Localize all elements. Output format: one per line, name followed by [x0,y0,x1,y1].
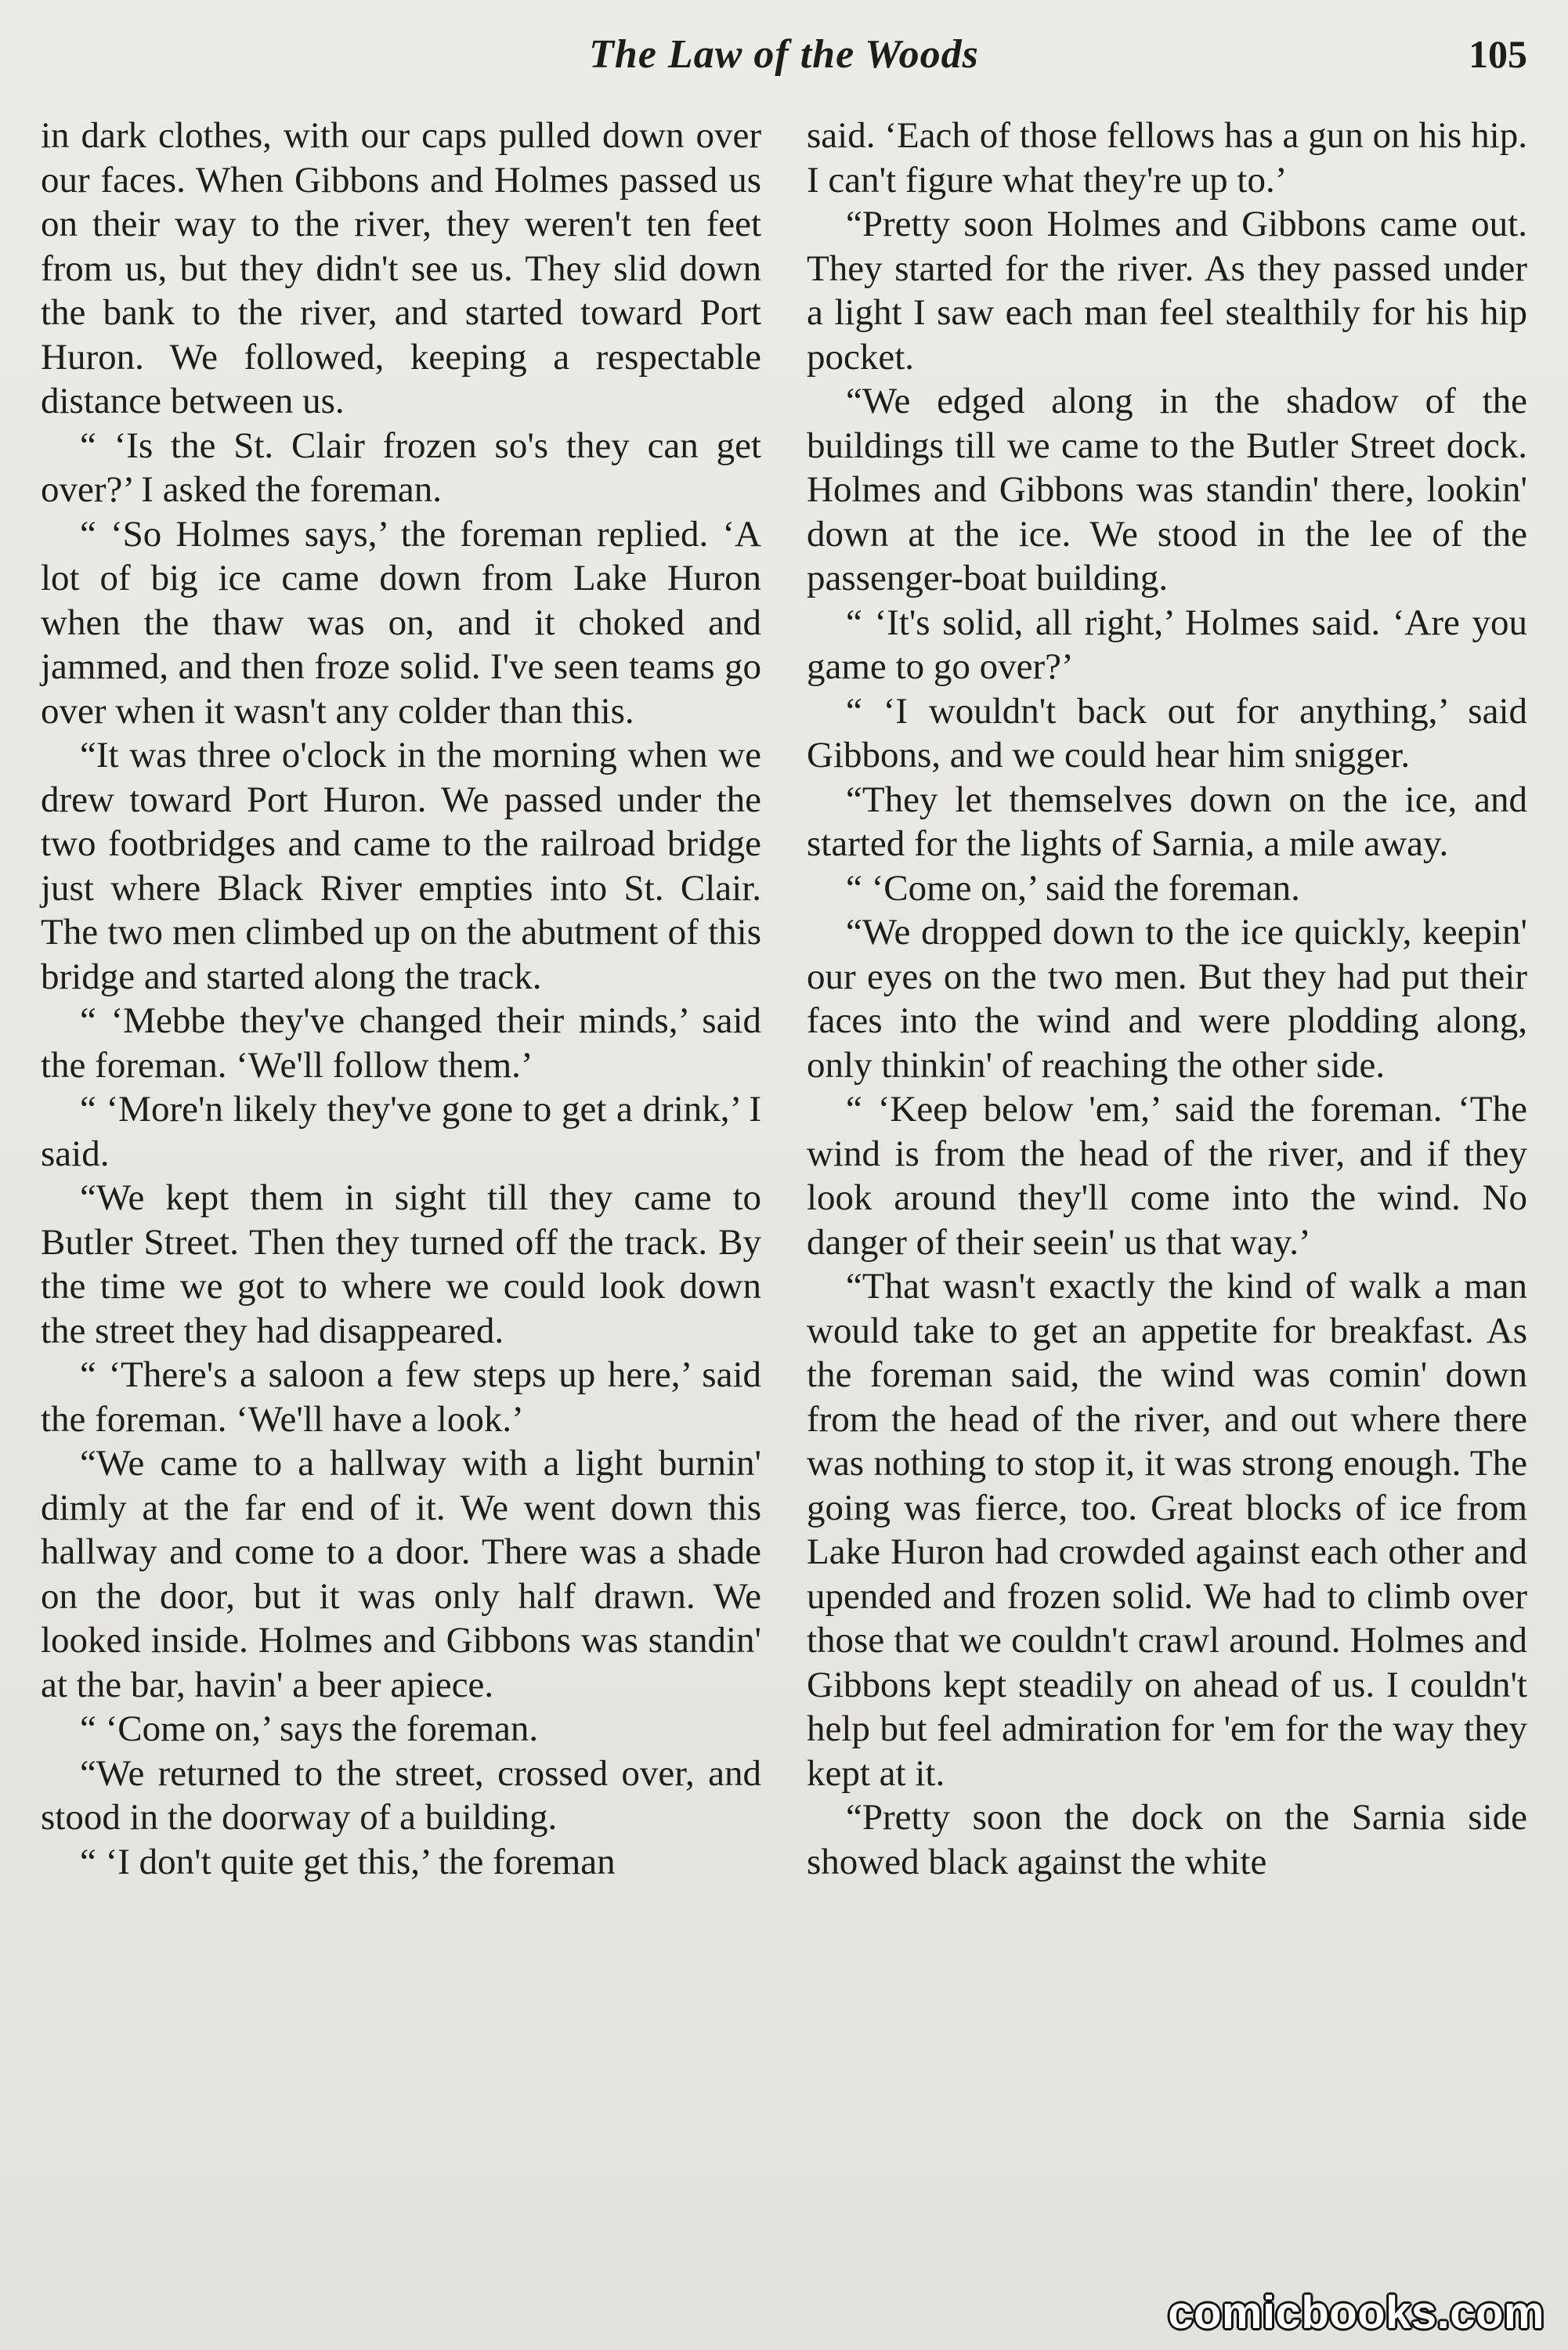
paragraph: “We came to a hallway with a light burnin' dimly at the far end of it. We went down this hallway and come to a door. There was a shade on the door, but it was only half drawn. We looked inside. Holmes and Gibbons was standin' at the bar, havin' a beer apiece. [41,1443,761,1705]
right-column [807,114,1527,2334]
paragraph: in dark clothes, with our caps pulled down over our faces. When Gibbons and Holmes passed us on their way to the river, they weren't ten feet from us, but they didn't see us. They slid down the bank to the river, and started toward Port Huron. We followed, keeping a respectable distance between us. [41,115,761,421]
paragraph: “ ‘Keep below 'em,’ said the foreman. ‘The wind is from the head of the river, and if they look around they'll come into the wind. No danger of their seein' us that way.’ [807,1089,1527,1263]
site-watermark: comicbooks.com [1168,2287,1545,2338]
paragraph: “It was three o'clock in the morning when we drew toward Port Huron. We passed under the two footbridges and came to the railroad bridge just where Black River empties into St. Clair. The two men climbed up on the abutment of this bridge and started along the track. [41,735,761,997]
paragraph: “ ‘Come on,’ says the foreman. [80,1708,539,1749]
paragraph: “Pretty soon Holmes and Gibbons came out. They started for the river. As they passed under a light I saw each man feel stealthily for his hip pocket. [807,204,1527,378]
paragraph: “We kept them in sight till they came to Butler Street. Then they turned off the track. By the time we got to where we could look down the street they had disappeared. [41,1177,761,1351]
paragraph: “ ‘I wouldn't back out for anything,’ said Gibbons, and we could hear him snigger. [807,690,1527,776]
paragraph: “ ‘I don't quite get this,’ the foreman [80,1841,616,1882]
paragraph: “ ‘It's solid, all right,’ Holmes said. ‘Are you game to go over?’ [807,602,1527,687]
paragraph: “They let themselves down on the ice, and started for the lights of Sarnia, a mile away. [807,779,1527,864]
paragraph: “We edged along in the shadow of the buildings till we came to the Butler Street dock. Holmes and Gibbons was standin' there, lookin' down at the ice. We stood in the lee of the passenger-boat building. [807,381,1527,598]
paragraph: “ ‘Is the St. Clair frozen so's they can get over?’ I asked the foreman. [41,425,761,510]
paragraph: “ ‘Mebbe they've changed their minds,’ said the foreman. ‘We'll follow them.’ [41,1000,761,1086]
paragraph: “Pretty soon the dock on the Sarnia side showed black against the white [807,1797,1527,1882]
story-text [41,114,1527,2334]
running-title: The Law of the Woods [589,32,979,77]
paragraph: “That wasn't exactly the kind of walk a man would take to get an appetite for breakfast. As the foreman said, the wind was comin' down from the head of the river, and out where there was nothing to stop it, it was strong enough. The going was fierce, too. Great blocks of ice from Lake Huron had crowded against each other and upended and frozen solid. We had to climb over those that we couldn't crawl around. Holmes and Gibbons kept steadily on ahead of us. I couldn't help but feel admiration for 'em for the way they kept at it. [807,1266,1527,1794]
paragraph: “ ‘There's a saloon a few steps up here,’ said the foreman. ‘We'll have a look.’ [41,1354,761,1440]
page-header [41,31,1527,86]
paragraph: “We returned to the street, crossed over, and stood in the doorway of a building. [41,1752,761,1838]
paragraph: “We dropped down to the ice quickly, keepin' our eyes on the two men. But they had put their faces into the wind and were plodding along, only thinkin' of reaching the other side. [807,912,1527,1086]
page-number: 105 [1469,32,1527,76]
paragraph: said. ‘Each of those fellows has a gun on his hip. I can't figure what they're up to.’ [807,115,1527,201]
paragraph: “ ‘More'n likely they've gone to get a drink,’ I said. [41,1089,761,1174]
paragraph: “ ‘Come on,’ said the foreman. [846,867,1300,909]
paragraph: “ ‘So Holmes says,’ the foreman replied. ‘A lot of big ice came down from Lake Huron when the thaw was on, and it choked and jammed, and then froze solid. I've seen teams go over when it wasn't any colder than this. [41,513,761,732]
left-column [41,114,761,2334]
